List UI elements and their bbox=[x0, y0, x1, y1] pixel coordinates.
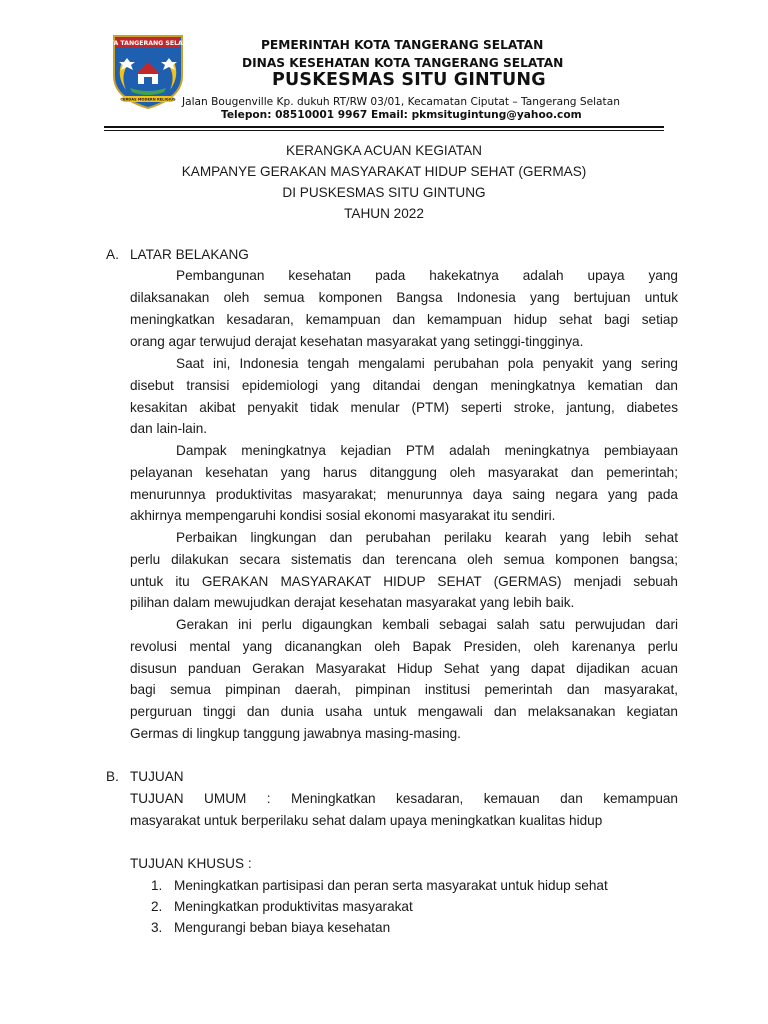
paragraph-line: untuk itu GERAKAN MASYARAKAT HIDUP SEHAT (GERMAS) menjadi sebuah bbox=[130, 574, 678, 589]
letterhead-rule-thin bbox=[104, 130, 664, 131]
paragraph-line: perguruan tinggi dan dunia usaha untuk mengawali dan melaksanakan kegiatan bbox=[130, 704, 678, 719]
list-item-number: 3. bbox=[151, 920, 163, 935]
specific-objectives-heading: TUJUAN KHUSUS : bbox=[130, 856, 252, 871]
section-a-heading: LATAR BELAKANG bbox=[130, 247, 249, 262]
paragraph-line: disebut transisi epidemiologi yang ditandai dengan meningkatnya kematian dan bbox=[130, 378, 678, 393]
letterhead-contact: Telepon: 08510001 9967 Email: pkmsitugintung@yahoo.com bbox=[221, 109, 582, 121]
general-objective-line: TUJUAN UMUM : Meningkatkan kesadaran, kemauan dan kemampuan bbox=[130, 791, 678, 806]
paragraph-line: Saat ini, Indonesia tengah mengalami perubahan pola penyakit yang sering bbox=[176, 356, 678, 371]
paragraph-line: Perbaikan lingkungan dan perubahan perilaku kearah yang lebih sehat bbox=[176, 530, 678, 545]
section-a-letter: A. bbox=[106, 247, 119, 262]
list-item-number: 2. bbox=[151, 899, 163, 914]
doc-title-line-3: DI PUSKESMAS SITU GINTUNG bbox=[282, 185, 486, 200]
paragraph-line: pilihan dalam mewujudkan derajat kesehatan masyarakat yang lebih baik. bbox=[130, 595, 575, 610]
logo-motto: CERDAS MODERN RELIGIUS bbox=[120, 97, 176, 102]
doc-title-line-1: KERANGKA ACUAN KEGIATAN bbox=[286, 143, 482, 158]
section-b-heading: TUJUAN bbox=[130, 769, 184, 784]
paragraph-line: Gerakan ini perlu digaungkan kembali sebagai salah satu perwujudan dari bbox=[176, 617, 678, 632]
general-objective-line: masyarakat untuk berperilaku sehat dalam upaya meningkatkan kualitas hidup bbox=[130, 813, 603, 828]
paragraph-line: revolusi mental yang dicanangkan oleh Bapak Presiden, oleh karenanya perlu bbox=[130, 639, 678, 654]
paragraph-line: disusun panduan Gerakan Masyarakat Hidup Sehat yang dapat dijadikan acuan bbox=[130, 661, 678, 676]
paragraph-line: Pembangunan kesehatan pada hakekatnya adalah upaya yang bbox=[176, 268, 678, 283]
list-item-number: 1. bbox=[151, 878, 163, 893]
paragraph-line: dan lain-lain. bbox=[130, 421, 208, 436]
letterhead-department: DINAS KESEHATAN KOTA TANGERANG SELATAN bbox=[242, 56, 564, 70]
letterhead-address: Jalan Bougenville Kp. dukuh RT/RW 03/01, Kecamatan Ciputat – Tangerang Selatan bbox=[182, 96, 620, 108]
paragraph-line: akhirnya mempengaruhi kondisi sosial ekonomi masyarakat itu sendiri. bbox=[130, 508, 556, 523]
letterhead-rule-thick bbox=[104, 126, 664, 128]
paragraph-line: orang agar terwujud derajat kesehatan masyarakat yang setinggi-tingginya. bbox=[130, 334, 584, 349]
paragraph-line: pelayanan kesehatan yang harus ditanggung oleh masyarakat dan pemerintah; bbox=[130, 465, 678, 480]
doc-title-line-4: TAHUN 2022 bbox=[344, 206, 424, 221]
paragraph-line: menurunnya produktivitas masyarakat; menurunnya daya saing negara yang pada bbox=[130, 487, 678, 502]
list-item: Meningkatkan partisipasi dan peran serta masyarakat untuk hidup sehat bbox=[174, 878, 608, 893]
paragraph-line: Germas di lingkup tanggung jawabnya masing-masing. bbox=[130, 726, 461, 741]
paragraph-line: Dampak meningkatnya kejadian PTM adalah meningkatnya pembiayaan bbox=[176, 443, 678, 458]
list-item: Meningkatkan produktivitas masyarakat bbox=[174, 899, 413, 914]
section-b-letter: B. bbox=[106, 769, 119, 784]
paragraph-line: kesakitan akibat penyakit tidak menular (PTM) seperti stroke, jantung, diabetes bbox=[130, 400, 678, 415]
paragraph-line: bagi semua pimpinan daerah, pimpinan institusi pemerintah dan masyarakat, bbox=[130, 682, 678, 697]
paragraph-line: meningkatkan kesadaran, kemampuan dan kemampuan hidup sehat bagi setiap bbox=[130, 312, 678, 327]
paragraph-line: dilaksanakan oleh semua komponen Bangsa Indonesia yang bertujuan untuk bbox=[130, 290, 678, 305]
list-item: Mengurangi beban biaya kesehatan bbox=[174, 920, 391, 935]
doc-title-line-2: KAMPANYE GERAKAN MASYARAKAT HIDUP SEHAT (GERMAS) bbox=[181, 164, 587, 179]
logo-text: KOTA TANGERANG SELATAN bbox=[99, 40, 197, 47]
letterhead-institution: PUSKESMAS SITU GINTUNG bbox=[272, 70, 546, 90]
city-emblem-logo bbox=[99, 32, 197, 110]
letterhead-government: PEMERINTAH KOTA TANGERANG SELATAN bbox=[261, 38, 544, 52]
paragraph-line: perlu dilakukan secara sistematis dan terencana oleh semua komponen bangsa; bbox=[130, 552, 678, 567]
